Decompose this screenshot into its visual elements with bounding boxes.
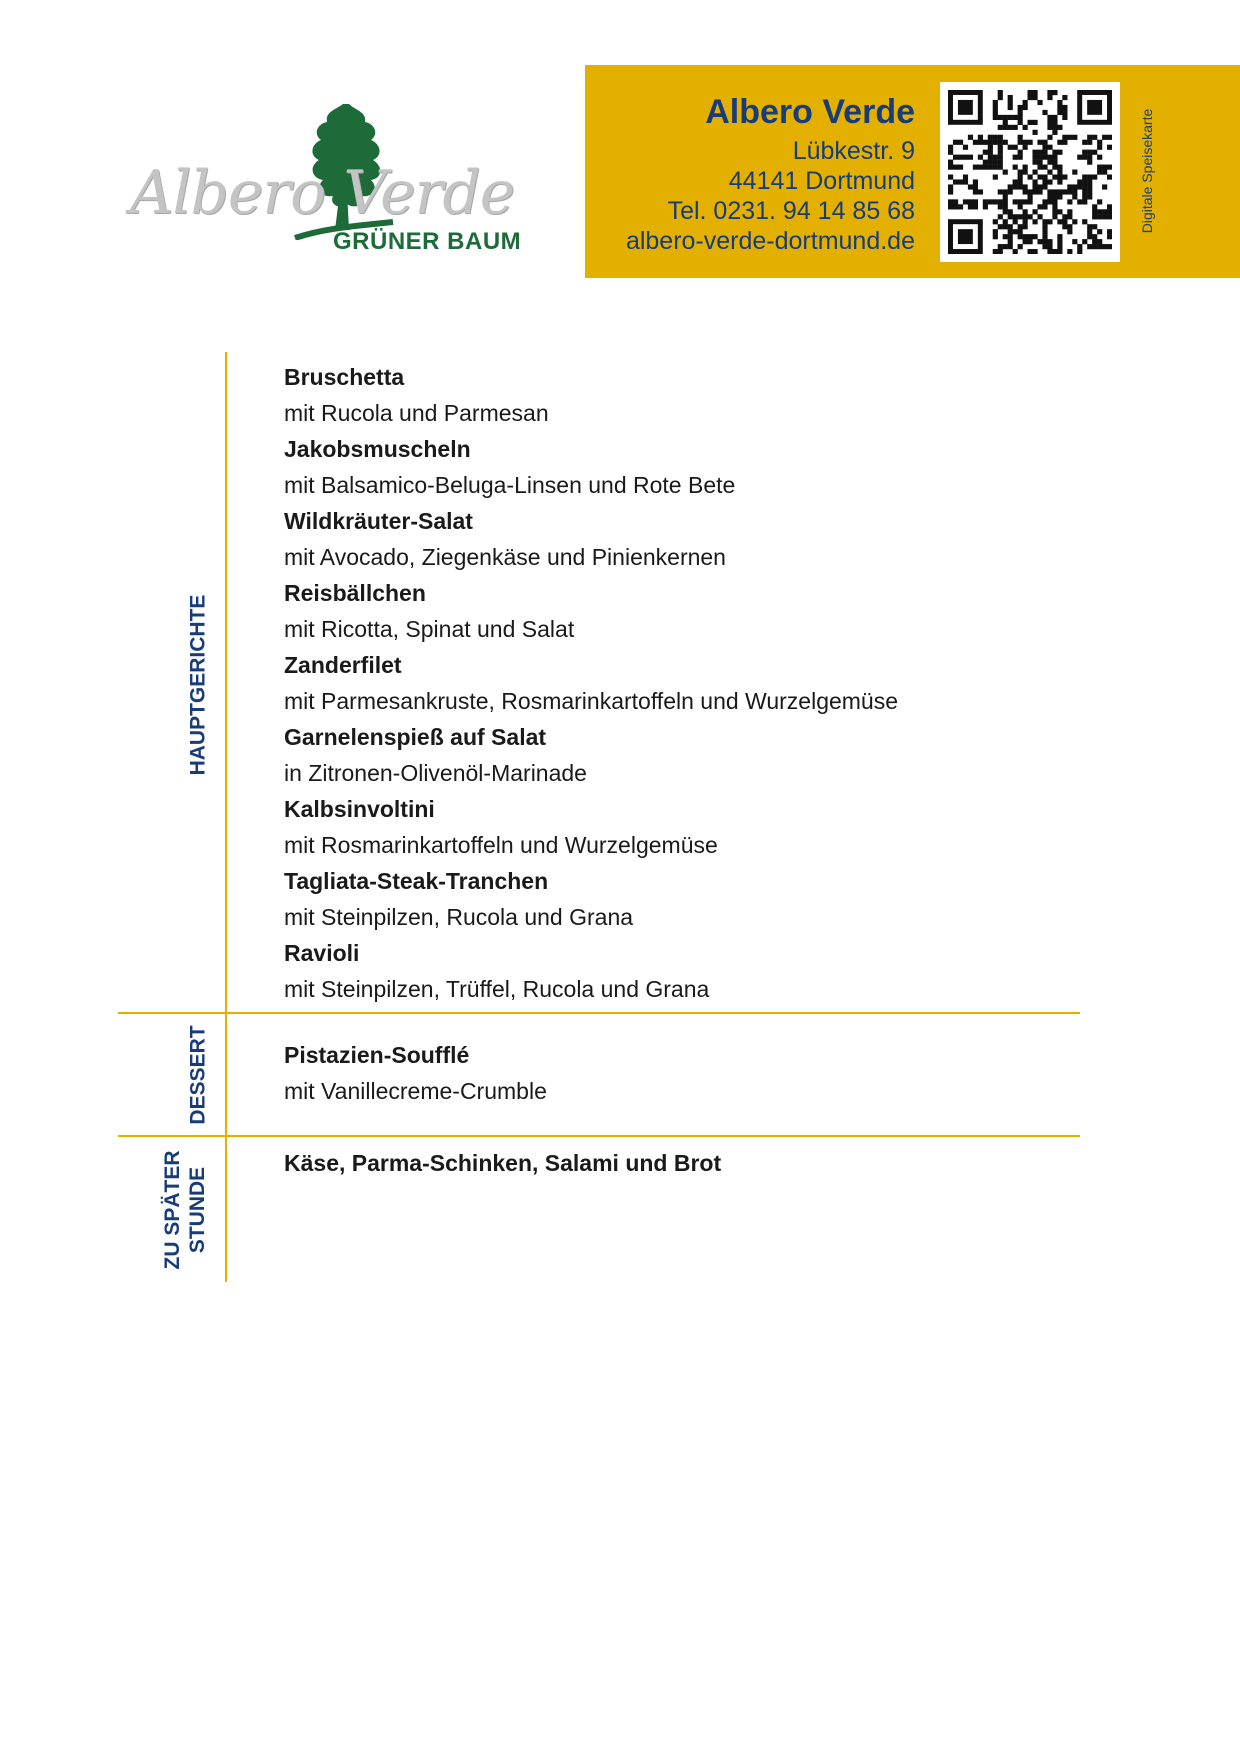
phone[interactable]: Tel. 0231. 94 14 85 68 [667, 197, 915, 225]
menu-item [284, 1145, 721, 1181]
section-label-main-text: HAUPTGERICHTE [186, 594, 210, 776]
street: Lübkestr. 9 [792, 137, 915, 165]
vertical-divider [225, 352, 227, 1282]
item-desc: mit Steinpilzen, Trüffel, Rucola und Grana [284, 976, 710, 1002]
item-desc: mit Rucola und Parmesan [284, 400, 549, 426]
item-name: Wildkräuter-Salat [284, 508, 473, 534]
item-name: Reisbällchen [284, 580, 426, 606]
item-name: Tagliata-Steak-Tranchen [284, 868, 549, 894]
section-label-dessert [180, 1018, 216, 1132]
restaurant-name: Albero Verde [705, 93, 915, 131]
logo-subtitle: GRÜNER BAUM [333, 228, 522, 255]
divider-dessert [118, 1012, 1080, 1014]
restaurant-logo [125, 100, 525, 270]
menu-item [284, 575, 898, 647]
divider-late [118, 1135, 1080, 1137]
menu-item [284, 935, 898, 1007]
menu-list-main [284, 359, 898, 1007]
menu-item [284, 503, 898, 575]
item-desc: mit Avocado, Ziegenkäse und Pinienkernen [284, 544, 726, 570]
menu-item [284, 791, 898, 863]
contact-info [626, 93, 915, 256]
item-desc: mit Rosmarinkartoffeln und Wurzelgemüse [284, 832, 718, 858]
menu-list-dessert [284, 1037, 547, 1109]
item-name: Bruschetta [284, 364, 405, 390]
section-label-late-line2: STUNDE [186, 1166, 209, 1254]
menu-list-late [284, 1145, 721, 1181]
item-desc: in Zitronen-Olivenöl-Marinade [284, 760, 587, 786]
city: 44141 Dortmund [728, 167, 915, 195]
item-name: Kalbsinvoltini [284, 796, 435, 822]
menu-item [284, 1037, 547, 1109]
item-desc: mit Vanillecreme-Crumble [284, 1078, 547, 1104]
item-name: Ravioli [284, 940, 360, 966]
item-desc: mit Balsamico-Beluga-Linsen und Rote Bete [284, 472, 736, 498]
qr-label-text: Digitale Speisekarte [1139, 108, 1155, 234]
item-desc: mit Parmesankruste, Rosmarinkartoffeln und Wurzelgemüse [284, 688, 899, 714]
section-label-late-text [160, 1150, 210, 1269]
qr-code-icon [948, 90, 1112, 254]
item-name: Käse, Parma-Schinken, Salami und Brot [284, 1150, 722, 1176]
section-label-dessert-text: DESSERT [186, 1025, 210, 1125]
menu-item [284, 719, 898, 791]
menu-item [284, 863, 898, 935]
logo-script: Albero Verde [130, 158, 515, 228]
item-name: Garnelenspieß auf Salat [284, 724, 547, 750]
item-name: Jakobsmuscheln [284, 436, 471, 462]
item-desc: mit Steinpilzen, Rucola und Grana [284, 904, 634, 930]
website-link[interactable]: albero-verde-dortmund.de [625, 227, 915, 255]
menu-item [284, 359, 898, 431]
item-name: Zanderfilet [284, 652, 402, 678]
qr-label [1132, 91, 1162, 251]
qr-code[interactable] [940, 82, 1120, 262]
item-name: Pistazien-Soufflé [284, 1042, 470, 1068]
item-desc: mit Ricotta, Spinat und Salat [284, 616, 575, 642]
menu-item [284, 647, 898, 719]
contact-box [585, 65, 1240, 278]
section-label-late-line1: ZU SPÄTER [161, 1150, 184, 1270]
menu-item [284, 431, 898, 503]
section-label-late [152, 1140, 218, 1280]
section-label-main [180, 560, 216, 810]
